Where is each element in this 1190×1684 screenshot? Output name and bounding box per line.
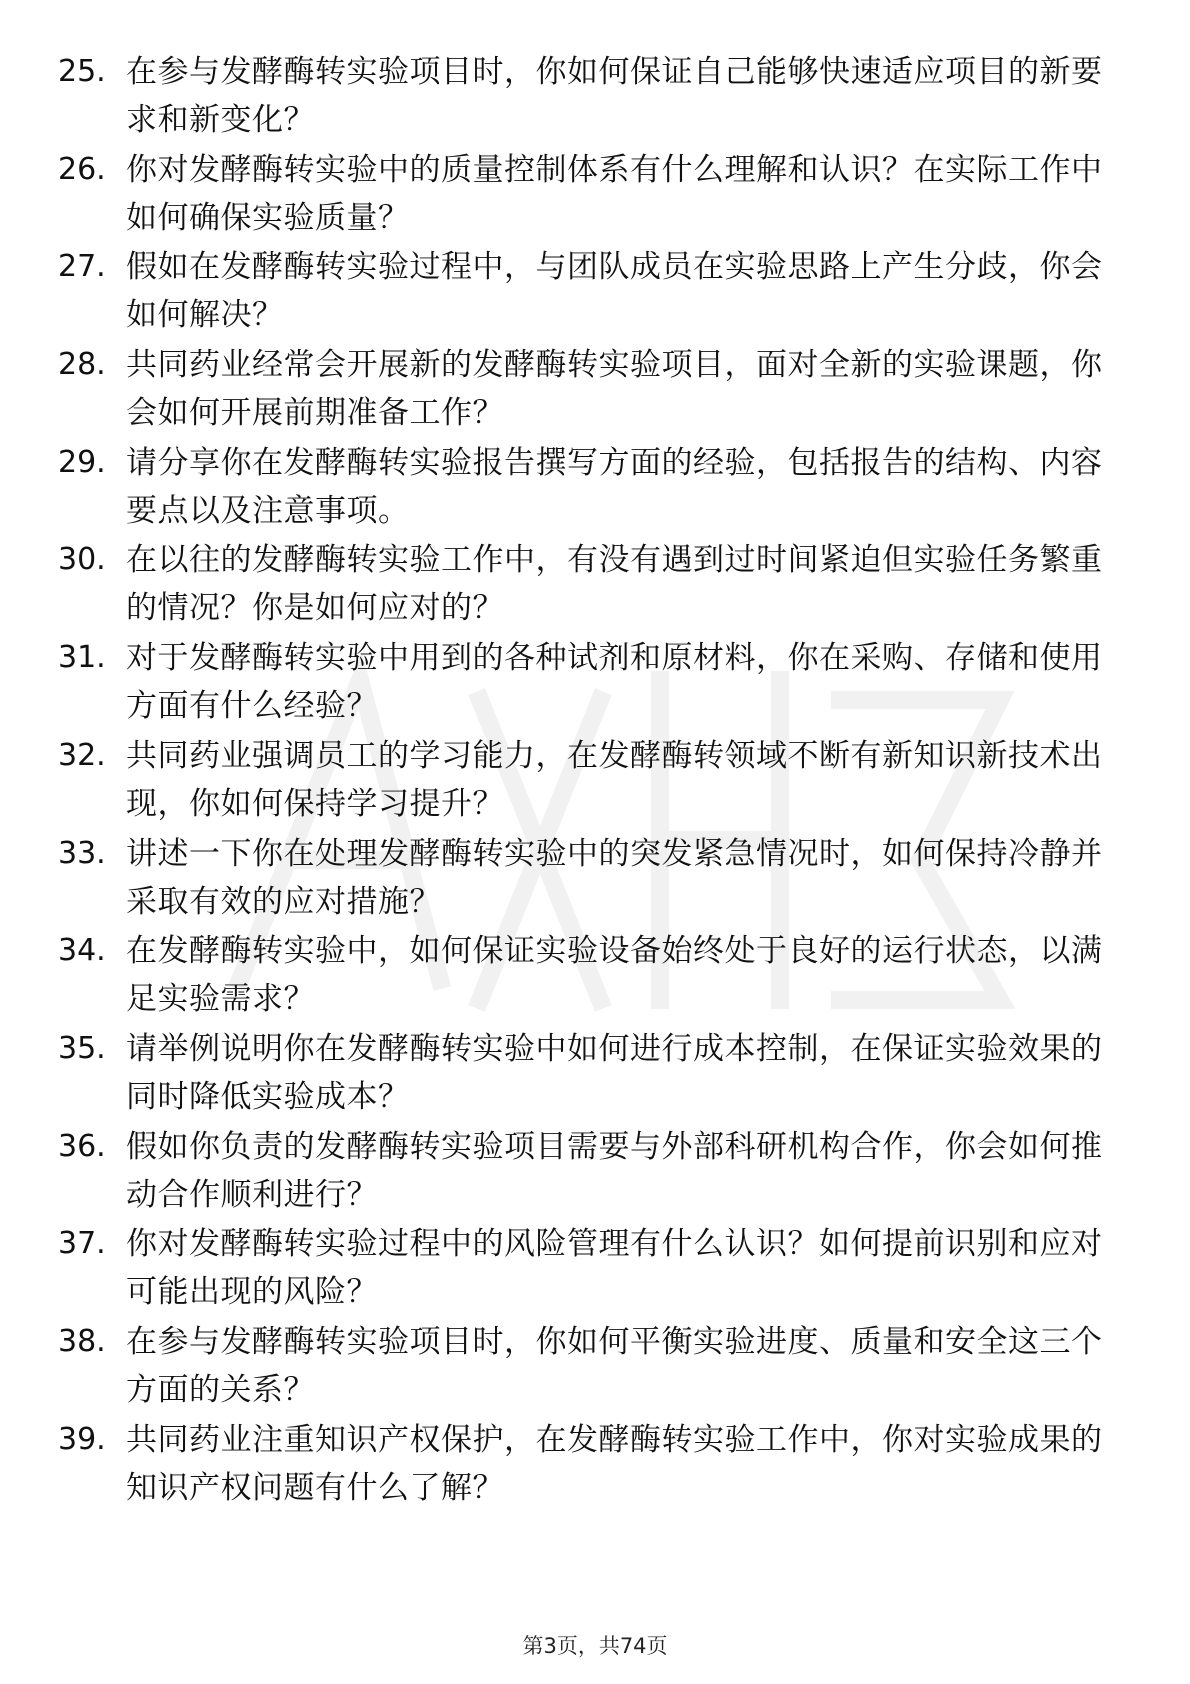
question-text: 请举例说明你在发酵酶转实验中如何进行成本控制，在保证实验效果的同时降低实验成本？ (126, 1030, 1103, 1115)
question-text: 你对发酵酶转实验中的质量控制体系有什么理解和认识？在实际工作中如何确保实验质量？ (126, 151, 1103, 236)
list-item (58, 146, 1118, 244)
list-item (58, 341, 1118, 439)
list-item (58, 1220, 1118, 1318)
page-footer (0, 1630, 1190, 1660)
question-number: 34. (58, 933, 106, 969)
list-item (58, 927, 1118, 1025)
question-number: 32. (58, 737, 106, 773)
question-number: 28. (58, 347, 106, 383)
question-number: 38. (58, 1323, 106, 1359)
question-number: 30. (58, 542, 106, 578)
question-number: 33. (58, 835, 106, 871)
list-item (58, 243, 1118, 341)
question-text: 共同药业注重知识产权保护，在发酵酶转实验工作中，你对实验成果的知识产权问题有什么了解？ (126, 1421, 1103, 1506)
list-item (58, 1123, 1118, 1221)
question-text: 请分享你在发酵酶转实验报告撰写方面的经验，包括报告的结构、内容要点以及注意事项。 (126, 444, 1103, 529)
question-text: 共同药业经常会开展新的发酵酶转实验项目，面对全新的实验课题，你会如何开展前期准备工作？ (126, 347, 1103, 432)
question-text: 对于发酵酶转实验中用到的各种试剂和原材料，你在采购、存储和使用方面有什么经验？ (126, 640, 1103, 725)
question-text: 假如在发酵酶转实验过程中，与团队成员在实验思路上产生分歧，你会如何解决？ (126, 249, 1103, 334)
question-text: 假如你负责的发酵酶转实验项目需要与外部科研机构合作，你会如何推动合作顺利进行？ (126, 1128, 1103, 1213)
question-list (58, 48, 1118, 1513)
list-item (58, 536, 1118, 634)
question-number: 31. (58, 640, 106, 676)
question-number: 29. (58, 444, 106, 480)
list-item (58, 634, 1118, 732)
question-number: 37. (58, 1226, 106, 1262)
question-text: 在发酵酶转实验中，如何保证实验设备始终处于良好的运行状态，以满足实验需求？ (126, 933, 1103, 1018)
question-text: 你对发酵酶转实验过程中的风险管理有什么认识？如何提前识别和应对可能出现的风险？ (126, 1226, 1103, 1311)
question-text: 在参与发酵酶转实验项目时，你如何保证自己能够快速适应项目的新要求和新变化？ (126, 54, 1103, 138)
list-item (58, 732, 1118, 830)
list-item (58, 1416, 1118, 1514)
question-number: 36. (58, 1128, 106, 1164)
question-number: 26. (58, 151, 106, 187)
question-number: 39. (58, 1421, 106, 1457)
question-text: 在参与发酵酶转实验项目时，你如何平衡实验进度、质量和安全这三个方面的关系？ (126, 1323, 1103, 1408)
page-number: 第3页，共74页 (522, 1634, 668, 1658)
list-item (58, 48, 1118, 146)
question-number: 25. (58, 54, 106, 89)
list-item (58, 1025, 1118, 1123)
question-text: 讲述一下你在处理发酵酶转实验中的突发紧急情况时，如何保持冷静并采取有效的应对措施？ (126, 835, 1103, 920)
list-item (58, 439, 1118, 537)
question-text: 在以往的发酵酶转实验工作中，有没有遇到过时间紧迫但实验任务繁重的情况？你是如何应对的？ (126, 542, 1103, 627)
list-item (58, 1318, 1118, 1416)
question-text: 共同药业强调员工的学习能力，在发酵酶转领域不断有新知识新技术出现，你如何保持学习提升？ (126, 737, 1103, 822)
question-number: 35. (58, 1030, 106, 1066)
question-number: 27. (58, 249, 106, 285)
list-item (58, 830, 1118, 928)
